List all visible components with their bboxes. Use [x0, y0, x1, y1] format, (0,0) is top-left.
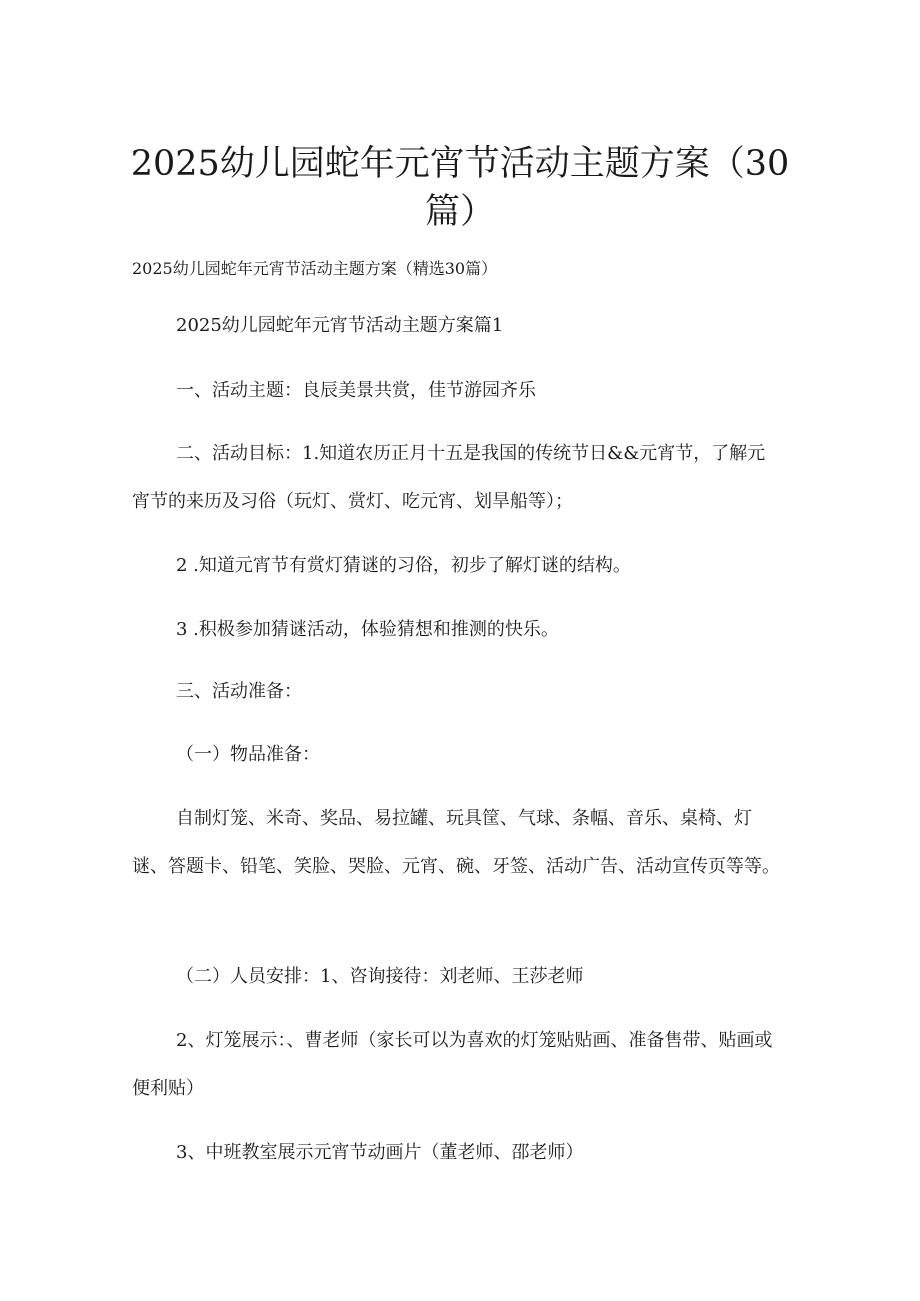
- section-heading: 2025幼儿园蛇年元宵节活动主题方案篇1: [176, 315, 504, 336]
- paragraph-preparation-heading: 三、活动准备：: [176, 681, 302, 702]
- document-title: 2025幼儿园蛇年元宵节活动主题方案（30篇）: [130, 144, 790, 232]
- paragraph-lantern-display: 2、灯笼展示：、曹老师（家长可以为喜欢的灯笼贴贴画、准备售带、贴画或便利贴）: [132, 1030, 773, 1099]
- paragraph-activity-theme: 一、活动主题：良辰美景共赏，佳节游园齐乐: [176, 380, 536, 401]
- paragraph-staff-arrangement: （二）人员安排：1、咨询接待：刘老师、王莎老师: [176, 966, 584, 987]
- paragraph-activity-goals: 二、活动目标：1.知道农历正月十五是我国的传统节日&&元宵节，了解元宵节的来历及习俗（玩灯、赏灯、吃元宵、划旱船等）；: [132, 443, 766, 512]
- paragraph-goal-3: 3 .积极参加猜谜活动，体验猜想和推测的快乐。: [176, 619, 559, 640]
- paragraph-goal-2: 2 .知道元宵节有赏灯猜谜的习俗，初步了解灯谜的结构。: [176, 555, 631, 576]
- paragraph-materials-heading: （一）物品准备：: [176, 744, 320, 765]
- document-subtitle: 2025幼儿园蛇年元宵节活动主题方案（精选30篇）: [132, 259, 498, 278]
- paragraph-materials-list: 自制灯笼、米奇、奖品、易拉罐、玩具筐、气球、条幅、音乐、桌椅、灯谜、答题卡、铅笔、笑脸、哭脸、元宵、碗、牙签、活动广告、活动宣传页等等。: [132, 808, 780, 877]
- paragraph-classroom-display: 3、中班教室展示元宵节动画片（董老师、邵老师）: [176, 1142, 584, 1163]
